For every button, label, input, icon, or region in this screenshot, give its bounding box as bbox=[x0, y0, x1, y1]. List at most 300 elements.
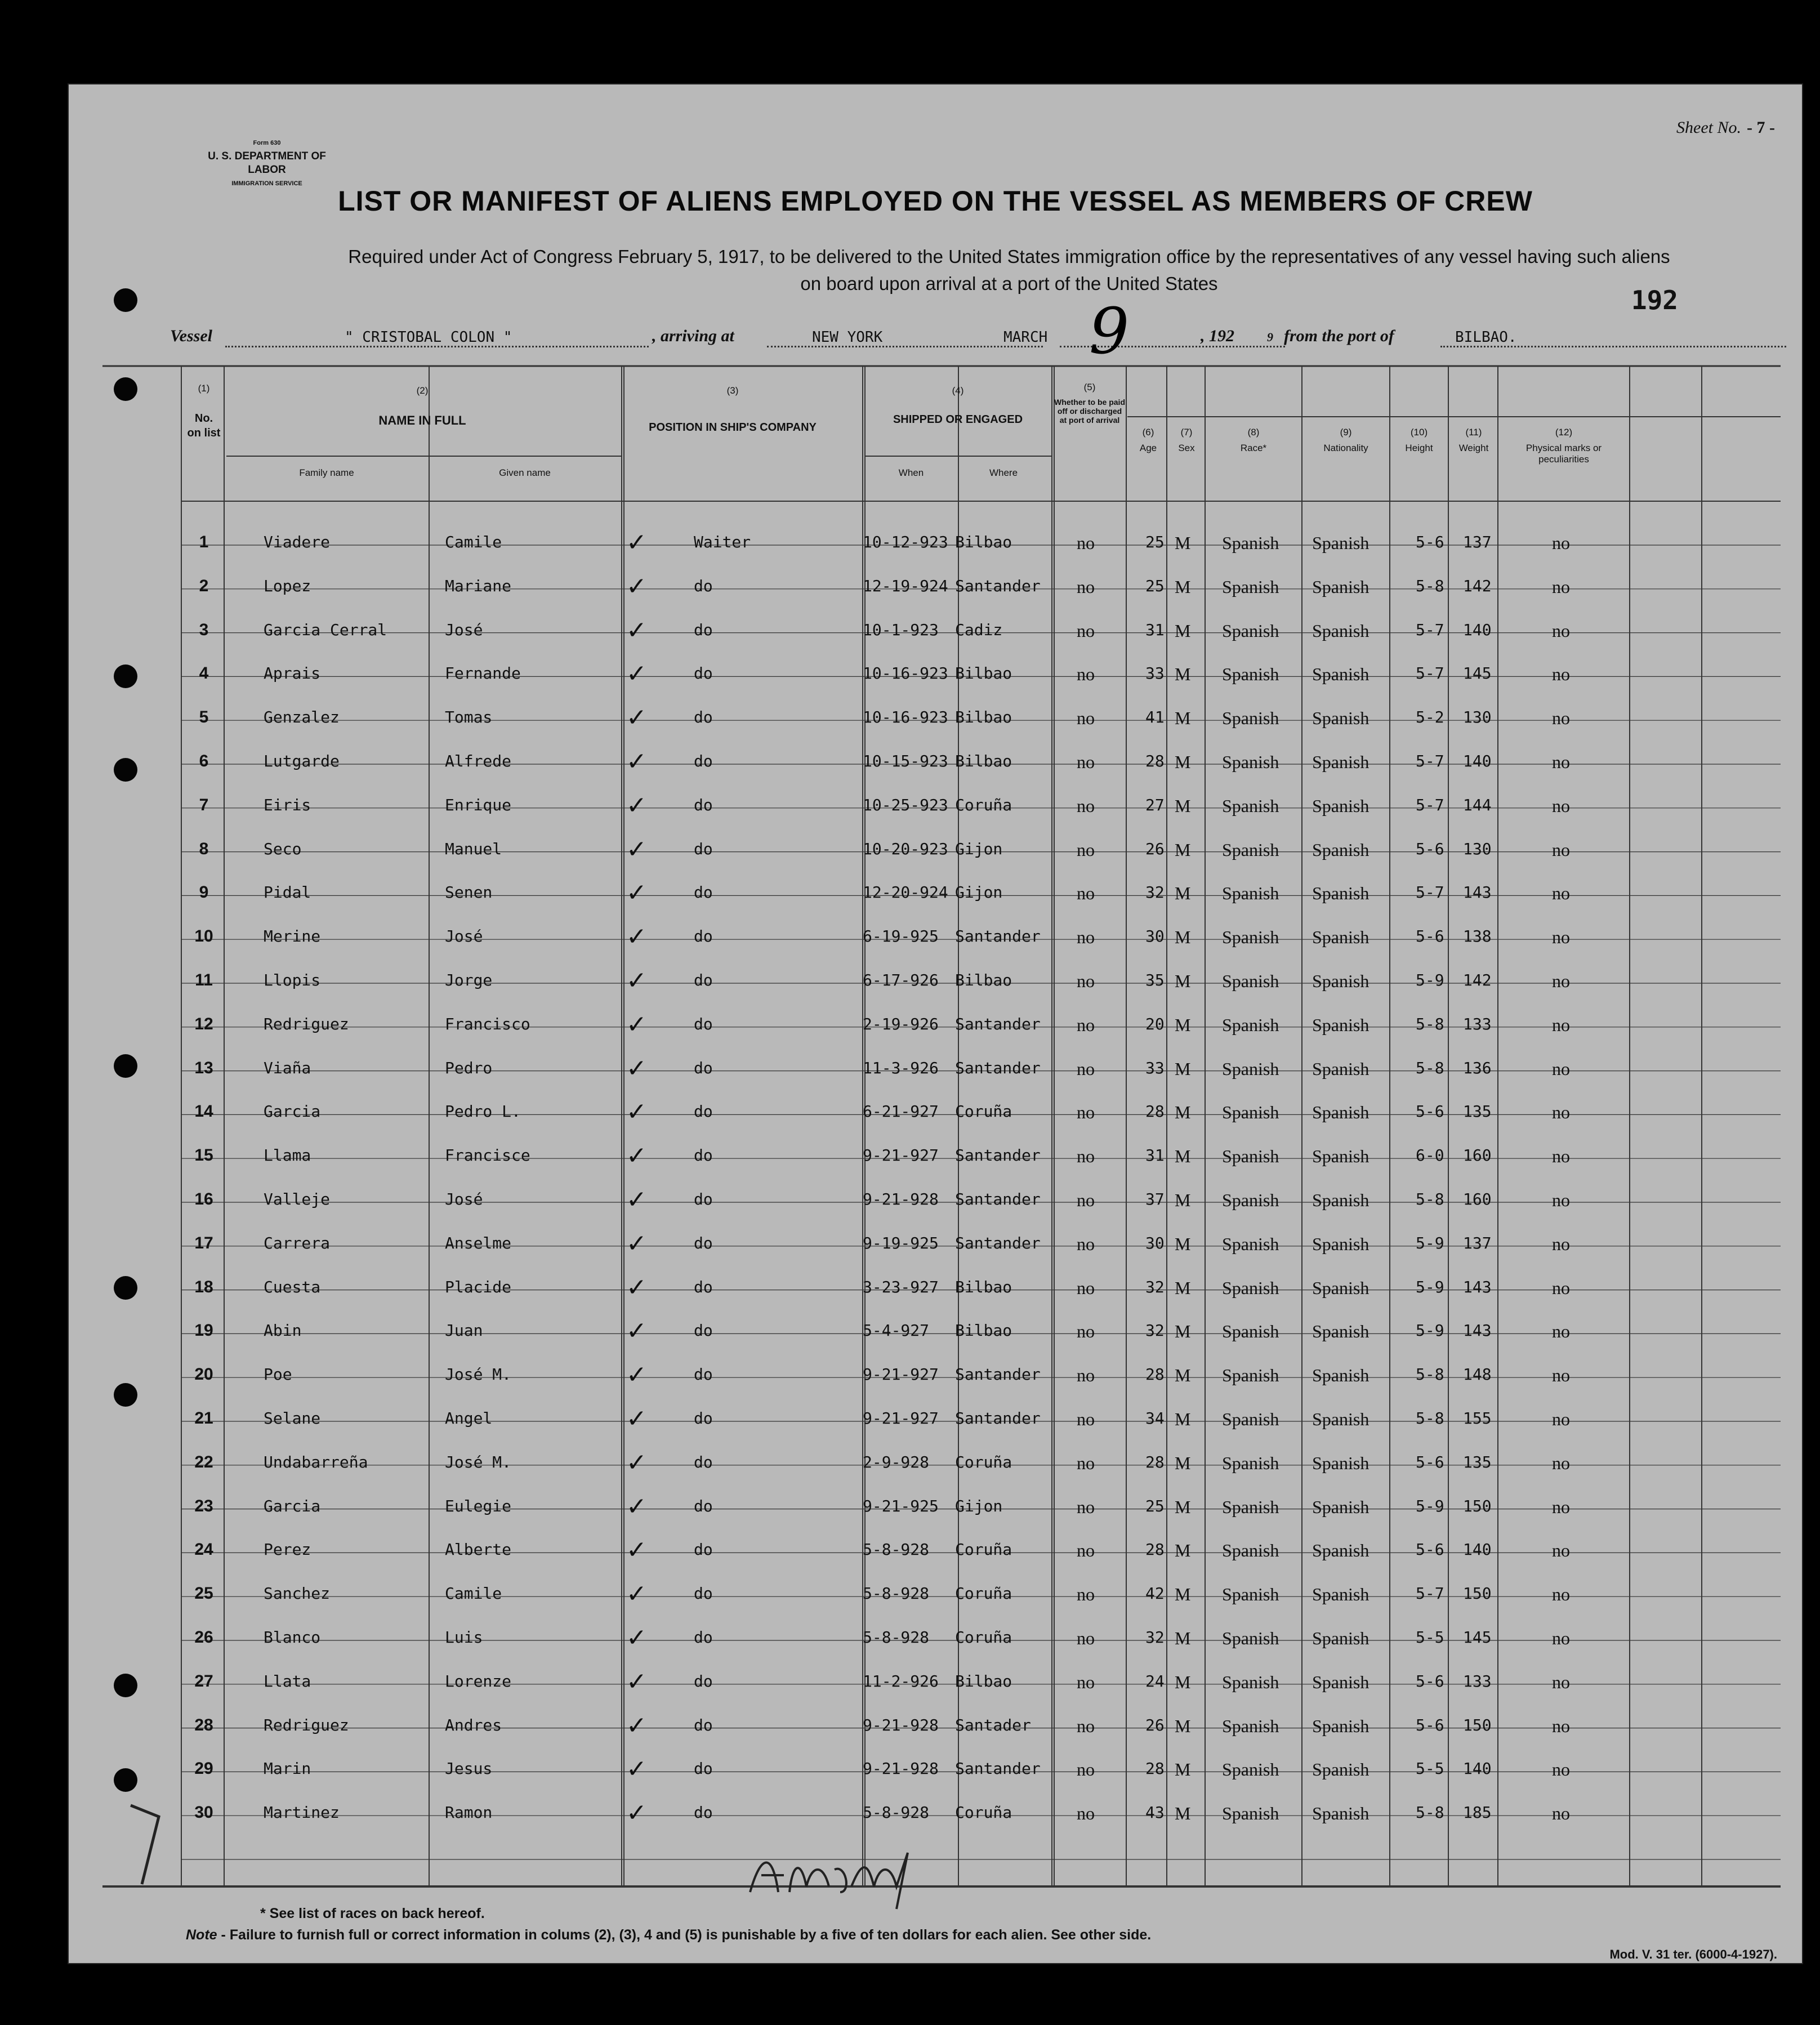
nationality: Spanish bbox=[1312, 1014, 1370, 1035]
height: 5-8 bbox=[1416, 1409, 1444, 1428]
race: Spanish bbox=[1222, 576, 1279, 597]
weight: 135 bbox=[1463, 1102, 1492, 1121]
family-name: Merine bbox=[264, 927, 321, 946]
nationality: Spanish bbox=[1312, 883, 1370, 904]
row-number: 14 bbox=[194, 1102, 213, 1121]
age: 26 bbox=[1145, 1715, 1165, 1734]
shipped-when: 5-8-928 bbox=[863, 1628, 930, 1647]
given-name: Alfrede bbox=[445, 752, 512, 770]
sex: M bbox=[1175, 1102, 1191, 1123]
arrival-port: NEW YORK bbox=[812, 329, 883, 346]
family-name: Seco bbox=[264, 839, 302, 858]
family-name: Llama bbox=[264, 1146, 311, 1165]
tick-mark-icon: ✓ bbox=[626, 1054, 647, 1083]
sex: M bbox=[1175, 927, 1191, 948]
given-name: Lorenze bbox=[445, 1671, 512, 1691]
age: 28 bbox=[1145, 1540, 1165, 1559]
nationality: Spanish bbox=[1312, 1277, 1370, 1298]
paid-off: no bbox=[1077, 883, 1095, 904]
position: do bbox=[694, 1409, 713, 1428]
vessel-line bbox=[164, 295, 1786, 368]
sex: M bbox=[1175, 576, 1191, 597]
sex: M bbox=[1175, 1628, 1191, 1648]
physical-marks: no bbox=[1552, 752, 1570, 772]
paid-off: no bbox=[1077, 1102, 1095, 1123]
age: 33 bbox=[1145, 664, 1165, 683]
form-number: Form 630 bbox=[253, 140, 281, 146]
row-number: 27 bbox=[194, 1671, 213, 1691]
shipped-where: Bilbao bbox=[955, 971, 1012, 989]
col9-header: Nationality bbox=[1323, 443, 1368, 453]
shipped-when: 9-21-928 bbox=[863, 1190, 939, 1208]
row-number: 30 bbox=[194, 1803, 213, 1822]
physical-marks: no bbox=[1552, 708, 1570, 729]
paid-off: no bbox=[1077, 839, 1095, 860]
physical-marks: no bbox=[1552, 1540, 1570, 1561]
family-name: Lutgarde bbox=[264, 752, 340, 770]
paid-off: no bbox=[1077, 620, 1095, 641]
shipped-where: Santander bbox=[955, 927, 1041, 946]
age: 32 bbox=[1145, 1321, 1165, 1340]
race: Spanish bbox=[1222, 1365, 1279, 1386]
race: Spanish bbox=[1222, 1584, 1279, 1605]
position: do bbox=[694, 1190, 713, 1208]
shipped-when: 3-23-927 bbox=[863, 1277, 939, 1296]
race: Spanish bbox=[1222, 1715, 1279, 1736]
race: Spanish bbox=[1222, 1233, 1279, 1254]
form-code: Mod. V. 31 ter. (6000-4-1927). bbox=[1609, 1947, 1777, 1961]
weight: 133 bbox=[1463, 1671, 1492, 1691]
sex: M bbox=[1175, 1759, 1191, 1780]
shipped-where: Cadiz bbox=[955, 620, 1003, 639]
family-name: Llata bbox=[264, 1671, 311, 1691]
shipped-when: 9-21-927 bbox=[863, 1409, 939, 1428]
punch-hole bbox=[114, 1674, 137, 1697]
race: Spanish bbox=[1222, 1628, 1279, 1648]
note-footnote bbox=[186, 1927, 1151, 1943]
age: 34 bbox=[1145, 1409, 1165, 1428]
row-number: 25 bbox=[194, 1584, 213, 1603]
family-name: Blanco bbox=[264, 1628, 321, 1647]
shipped-where: Gijon bbox=[955, 839, 1003, 858]
sheet-label: Sheet No. bbox=[1676, 118, 1742, 137]
given-name: Senen bbox=[445, 883, 493, 902]
family-name: Garcia bbox=[264, 1102, 321, 1121]
sex: M bbox=[1175, 1277, 1191, 1298]
given-name: Jorge bbox=[445, 971, 493, 989]
family-name: Garcia bbox=[264, 1496, 321, 1515]
paid-off: no bbox=[1077, 1014, 1095, 1035]
race: Spanish bbox=[1222, 795, 1279, 816]
position: do bbox=[694, 1102, 713, 1121]
race: Spanish bbox=[1222, 1671, 1279, 1692]
age: 20 bbox=[1145, 1014, 1165, 1033]
age: 28 bbox=[1145, 1759, 1165, 1778]
paid-off: no bbox=[1077, 1321, 1095, 1342]
height: 5-6 bbox=[1416, 1452, 1444, 1471]
shipped-where: Coruña bbox=[955, 1584, 1012, 1603]
paid-off: no bbox=[1077, 1409, 1095, 1429]
weight: 140 bbox=[1463, 752, 1492, 770]
dotted-line bbox=[1440, 346, 1786, 347]
sex: M bbox=[1175, 1584, 1191, 1605]
col11-header: Weight bbox=[1458, 443, 1489, 453]
shipped-where: Bilbao bbox=[955, 1277, 1012, 1296]
weight: 138 bbox=[1463, 927, 1492, 946]
physical-marks: no bbox=[1552, 1671, 1570, 1692]
tick-mark-icon: ✓ bbox=[626, 1580, 647, 1609]
age: 27 bbox=[1145, 795, 1165, 814]
given-name: Jesus bbox=[445, 1759, 493, 1778]
physical-marks: no bbox=[1552, 1759, 1570, 1780]
row-number: 23 bbox=[194, 1496, 213, 1515]
col7-number: (7) bbox=[1180, 427, 1193, 438]
weight: 130 bbox=[1463, 839, 1492, 858]
physical-marks: no bbox=[1552, 927, 1570, 948]
shipped-when: 9-21-927 bbox=[863, 1365, 939, 1384]
position: do bbox=[694, 1759, 713, 1778]
year-label: , 192 bbox=[1201, 327, 1234, 345]
age: 30 bbox=[1145, 1233, 1165, 1252]
height: 5-7 bbox=[1416, 620, 1444, 639]
row-number: 2 bbox=[199, 576, 209, 595]
physical-marks: no bbox=[1552, 1102, 1570, 1123]
given-name: José M. bbox=[445, 1365, 512, 1384]
race: Spanish bbox=[1222, 620, 1279, 641]
nationality: Spanish bbox=[1312, 1715, 1370, 1736]
shipped-when: 10-16-923 bbox=[863, 664, 948, 683]
manifest-sheet bbox=[68, 83, 1803, 1964]
subtitle-line-2: on board upon arrival at a port of the United States bbox=[800, 273, 1218, 294]
tick-mark-icon: ✓ bbox=[626, 1492, 647, 1521]
height: 5-9 bbox=[1416, 1496, 1444, 1515]
position: do bbox=[694, 1058, 713, 1077]
shipped-where: Coruña bbox=[955, 1628, 1012, 1647]
shipped-where: Bilbao bbox=[955, 533, 1012, 551]
row-number: 13 bbox=[194, 1058, 213, 1077]
col6-header: Age bbox=[1139, 443, 1157, 453]
shipped-when: 10-25-923 bbox=[863, 795, 948, 814]
sex: M bbox=[1175, 1409, 1191, 1429]
race: Spanish bbox=[1222, 664, 1279, 685]
shipped-where: Santander bbox=[955, 1058, 1041, 1077]
position: do bbox=[694, 1146, 713, 1165]
note-text: - Failure to furnish full or correct information in colums (2), (3), 4 and (5) is punishable by a five of ten dollars for each alien. See other side. bbox=[221, 1927, 1152, 1943]
height: 5-7 bbox=[1416, 664, 1444, 683]
physical-marks: no bbox=[1552, 1321, 1570, 1342]
physical-marks: no bbox=[1552, 1584, 1570, 1605]
shipped-where: Santander bbox=[955, 1146, 1041, 1165]
given-name: Fernande bbox=[445, 664, 521, 683]
position: do bbox=[694, 1277, 713, 1296]
height: 5-7 bbox=[1416, 752, 1444, 770]
given-name: Ramon bbox=[445, 1803, 493, 1822]
tick-mark-icon: ✓ bbox=[626, 1448, 647, 1477]
weight: 143 bbox=[1463, 1277, 1492, 1296]
shipped-when: 12-20-924 bbox=[863, 883, 948, 902]
sex: M bbox=[1175, 1365, 1191, 1386]
sex: M bbox=[1175, 1058, 1191, 1079]
physical-marks: no bbox=[1552, 1496, 1570, 1517]
shipped-when: 10-1-923 bbox=[863, 620, 939, 639]
sex: M bbox=[1175, 839, 1191, 860]
sex: M bbox=[1175, 1715, 1191, 1736]
race: Spanish bbox=[1222, 971, 1279, 991]
sex: M bbox=[1175, 971, 1191, 991]
shipped-where: Santander bbox=[955, 1190, 1041, 1208]
physical-marks: no bbox=[1552, 839, 1570, 860]
paid-off: no bbox=[1077, 1058, 1095, 1079]
position: do bbox=[694, 752, 713, 770]
manifest-number: 192 bbox=[1631, 285, 1678, 315]
family-name: Abin bbox=[264, 1321, 302, 1340]
tick-mark-icon: ✓ bbox=[626, 528, 647, 557]
race: Spanish bbox=[1222, 1146, 1279, 1167]
given-name: Camile bbox=[445, 1584, 502, 1603]
given-name: Alberte bbox=[445, 1540, 512, 1559]
given-name: Manuel bbox=[445, 839, 502, 858]
given-name: Francisco bbox=[445, 1014, 530, 1033]
row-number: 17 bbox=[194, 1233, 213, 1252]
family-name: Redriguez bbox=[264, 1715, 349, 1734]
document-title: LIST OR MANIFEST OF ALIENS EMPLOYED ON THE VESSEL AS MEMBERS OF CREW bbox=[338, 185, 1533, 217]
height: 5-6 bbox=[1416, 1102, 1444, 1121]
dotted-line bbox=[767, 346, 1043, 347]
col12-header: Physical marks or peculiarities bbox=[1525, 443, 1602, 465]
shipped-when: 9-21-925 bbox=[863, 1496, 939, 1515]
form-department-block bbox=[194, 136, 340, 190]
tick-mark-icon: ✓ bbox=[626, 878, 647, 908]
race: Spanish bbox=[1222, 1014, 1279, 1035]
height: 5-9 bbox=[1416, 971, 1444, 989]
height: 5-6 bbox=[1416, 533, 1444, 551]
position: do bbox=[694, 927, 713, 946]
race: Spanish bbox=[1222, 839, 1279, 860]
position: do bbox=[694, 664, 713, 683]
col2-number: (2) bbox=[416, 385, 429, 396]
shipped-where: Bilbao bbox=[955, 1671, 1012, 1691]
physical-marks: no bbox=[1552, 1277, 1570, 1298]
nationality: Spanish bbox=[1312, 927, 1370, 948]
sheet-number bbox=[1676, 118, 1775, 137]
age: 37 bbox=[1145, 1190, 1165, 1208]
tick-mark-icon: ✓ bbox=[626, 1536, 647, 1565]
given-name: Luis bbox=[445, 1628, 483, 1647]
nationality: Spanish bbox=[1312, 708, 1370, 729]
nationality: Spanish bbox=[1312, 1452, 1370, 1473]
family-name: Poe bbox=[264, 1365, 292, 1384]
col2-header: NAME IN FULL bbox=[378, 413, 466, 427]
position: do bbox=[694, 971, 713, 989]
punch-hole bbox=[114, 288, 137, 312]
weight: 160 bbox=[1463, 1146, 1492, 1165]
weight: 140 bbox=[1463, 1540, 1492, 1559]
row-number: 1 bbox=[199, 533, 209, 551]
sex: M bbox=[1175, 883, 1191, 904]
given-name: Pedro bbox=[445, 1058, 493, 1077]
family-name: Selane bbox=[264, 1409, 321, 1428]
shipped-when: 5-4-927 bbox=[863, 1321, 930, 1340]
tick-mark-icon: ✓ bbox=[626, 922, 647, 952]
sex: M bbox=[1175, 708, 1191, 729]
shipped-when: 11-2-926 bbox=[863, 1671, 939, 1691]
family-name: Redriguez bbox=[264, 1014, 349, 1033]
weight: 137 bbox=[1463, 533, 1492, 551]
paid-off: no bbox=[1077, 1365, 1095, 1386]
physical-marks: no bbox=[1552, 1365, 1570, 1386]
nationality: Spanish bbox=[1312, 533, 1370, 553]
race: Spanish bbox=[1222, 883, 1279, 904]
position: do bbox=[694, 795, 713, 814]
family-name: Viadere bbox=[264, 533, 331, 551]
shipped-when: 5-8-928 bbox=[863, 1803, 930, 1822]
age: 25 bbox=[1145, 576, 1165, 595]
physical-marks: no bbox=[1552, 971, 1570, 991]
given-name: Tomas bbox=[445, 708, 493, 727]
height: 5-8 bbox=[1416, 576, 1444, 595]
family-name: Martinez bbox=[264, 1803, 340, 1822]
race: Spanish bbox=[1222, 1190, 1279, 1210]
height: 5-8 bbox=[1416, 1014, 1444, 1033]
department-name: U. S. DEPARTMENT OF LABOR bbox=[208, 150, 326, 176]
height: 5-8 bbox=[1416, 1365, 1444, 1384]
tick-mark-icon: ✓ bbox=[626, 966, 647, 995]
family-name: Genzalez bbox=[264, 708, 340, 727]
height: 5-8 bbox=[1416, 1190, 1444, 1208]
col2a-header: Family name bbox=[299, 467, 354, 478]
nationality: Spanish bbox=[1312, 1409, 1370, 1429]
paid-off: no bbox=[1077, 1146, 1095, 1167]
physical-marks: no bbox=[1552, 1452, 1570, 1473]
sex: M bbox=[1175, 1233, 1191, 1254]
tick-mark-icon: ✓ bbox=[626, 791, 647, 820]
col9-number: (9) bbox=[1340, 427, 1352, 438]
from-port-label: from the port of bbox=[1284, 327, 1394, 345]
family-name: Undabarreña bbox=[264, 1452, 368, 1471]
shipped-when: 9-21-928 bbox=[863, 1715, 939, 1734]
position: do bbox=[694, 1628, 713, 1647]
punch-hole bbox=[114, 1383, 137, 1407]
punch-hole bbox=[114, 377, 137, 401]
tick-mark-icon: ✓ bbox=[626, 1141, 647, 1171]
race: Spanish bbox=[1222, 533, 1279, 553]
tick-mark-icon: ✓ bbox=[626, 1404, 647, 1433]
col5-number: (5) bbox=[1083, 382, 1096, 392]
arrival-month: MARCH bbox=[1003, 329, 1048, 346]
row-number: 20 bbox=[194, 1365, 213, 1384]
col8-header: Race* bbox=[1240, 443, 1267, 453]
physical-marks: no bbox=[1552, 1409, 1570, 1429]
height: 5-6 bbox=[1416, 1671, 1444, 1691]
paid-off: no bbox=[1077, 795, 1095, 816]
sex: M bbox=[1175, 1803, 1191, 1824]
sex: M bbox=[1175, 1190, 1191, 1210]
height: 6-0 bbox=[1416, 1146, 1444, 1165]
weight: 135 bbox=[1463, 1452, 1492, 1471]
position: do bbox=[694, 1715, 713, 1734]
vessel-name: " CRISTOBAL COLON " bbox=[345, 329, 512, 346]
nationality: Spanish bbox=[1312, 576, 1370, 597]
height: 5-7 bbox=[1416, 883, 1444, 902]
position: do bbox=[694, 1321, 713, 1340]
height: 5-5 bbox=[1416, 1759, 1444, 1778]
given-name: José M. bbox=[445, 1452, 512, 1471]
paid-off: no bbox=[1077, 1671, 1095, 1692]
nationality: Spanish bbox=[1312, 1321, 1370, 1342]
physical-marks: no bbox=[1552, 795, 1570, 816]
weight: 140 bbox=[1463, 1759, 1492, 1778]
nationality: Spanish bbox=[1312, 664, 1370, 685]
punch-hole bbox=[114, 1054, 137, 1078]
position: do bbox=[694, 708, 713, 727]
weight: 145 bbox=[1463, 664, 1492, 683]
tick-mark-icon: ✓ bbox=[626, 1799, 647, 1828]
row-number: 28 bbox=[194, 1715, 213, 1734]
shipped-where: Coruña bbox=[955, 795, 1012, 814]
age: 33 bbox=[1145, 1058, 1165, 1077]
height: 5-2 bbox=[1416, 708, 1444, 727]
shipped-where: Bilbao bbox=[955, 752, 1012, 770]
paid-off: no bbox=[1077, 1584, 1095, 1605]
physical-marks: no bbox=[1552, 533, 1570, 553]
row-number: 22 bbox=[194, 1452, 213, 1471]
shipped-when: 6-17-926 bbox=[863, 971, 939, 989]
nationality: Spanish bbox=[1312, 1584, 1370, 1605]
given-name: Francisce bbox=[445, 1146, 530, 1165]
height: 5-9 bbox=[1416, 1321, 1444, 1340]
shipped-where: Santander bbox=[955, 576, 1041, 595]
tick-mark-icon: ✓ bbox=[626, 747, 647, 776]
tick-mark-icon: ✓ bbox=[626, 572, 647, 601]
age: 28 bbox=[1145, 1452, 1165, 1471]
height: 5-5 bbox=[1416, 1628, 1444, 1647]
given-name: Placide bbox=[445, 1277, 512, 1296]
weight: 144 bbox=[1463, 795, 1492, 814]
nationality: Spanish bbox=[1312, 1190, 1370, 1210]
physical-marks: no bbox=[1552, 1014, 1570, 1035]
nationality: Spanish bbox=[1312, 1540, 1370, 1561]
height: 5-7 bbox=[1416, 1584, 1444, 1603]
col4-header: SHIPPED OR ENGAGED bbox=[893, 413, 1023, 426]
position: do bbox=[694, 576, 713, 595]
col6-number: (6) bbox=[1142, 427, 1154, 438]
age: 25 bbox=[1145, 533, 1165, 551]
family-name: Eiris bbox=[264, 795, 311, 814]
age: 32 bbox=[1145, 1277, 1165, 1296]
height: 5-9 bbox=[1416, 1233, 1444, 1252]
col10-header: Height bbox=[1405, 443, 1433, 453]
shipped-where: Bilbao bbox=[955, 708, 1012, 727]
family-name: Carrera bbox=[264, 1233, 331, 1252]
tick-mark-icon: ✓ bbox=[626, 1010, 647, 1039]
paid-off: no bbox=[1077, 664, 1095, 685]
height: 5-6 bbox=[1416, 1715, 1444, 1734]
sex: M bbox=[1175, 1496, 1191, 1517]
shipped-when: 2-19-926 bbox=[863, 1014, 939, 1033]
row-number: 29 bbox=[194, 1759, 213, 1778]
weight: 142 bbox=[1463, 971, 1492, 989]
weight: 160 bbox=[1463, 1190, 1492, 1208]
paid-off: no bbox=[1077, 1190, 1095, 1210]
physical-marks: no bbox=[1552, 1803, 1570, 1824]
nationality: Spanish bbox=[1312, 1102, 1370, 1123]
tick-mark-icon: ✓ bbox=[626, 1711, 647, 1740]
row-number: 11 bbox=[195, 971, 213, 989]
race: Spanish bbox=[1222, 1409, 1279, 1429]
row-number: 26 bbox=[194, 1628, 213, 1647]
physical-marks: no bbox=[1552, 883, 1570, 904]
shipped-when: 9-19-925 bbox=[863, 1233, 939, 1252]
